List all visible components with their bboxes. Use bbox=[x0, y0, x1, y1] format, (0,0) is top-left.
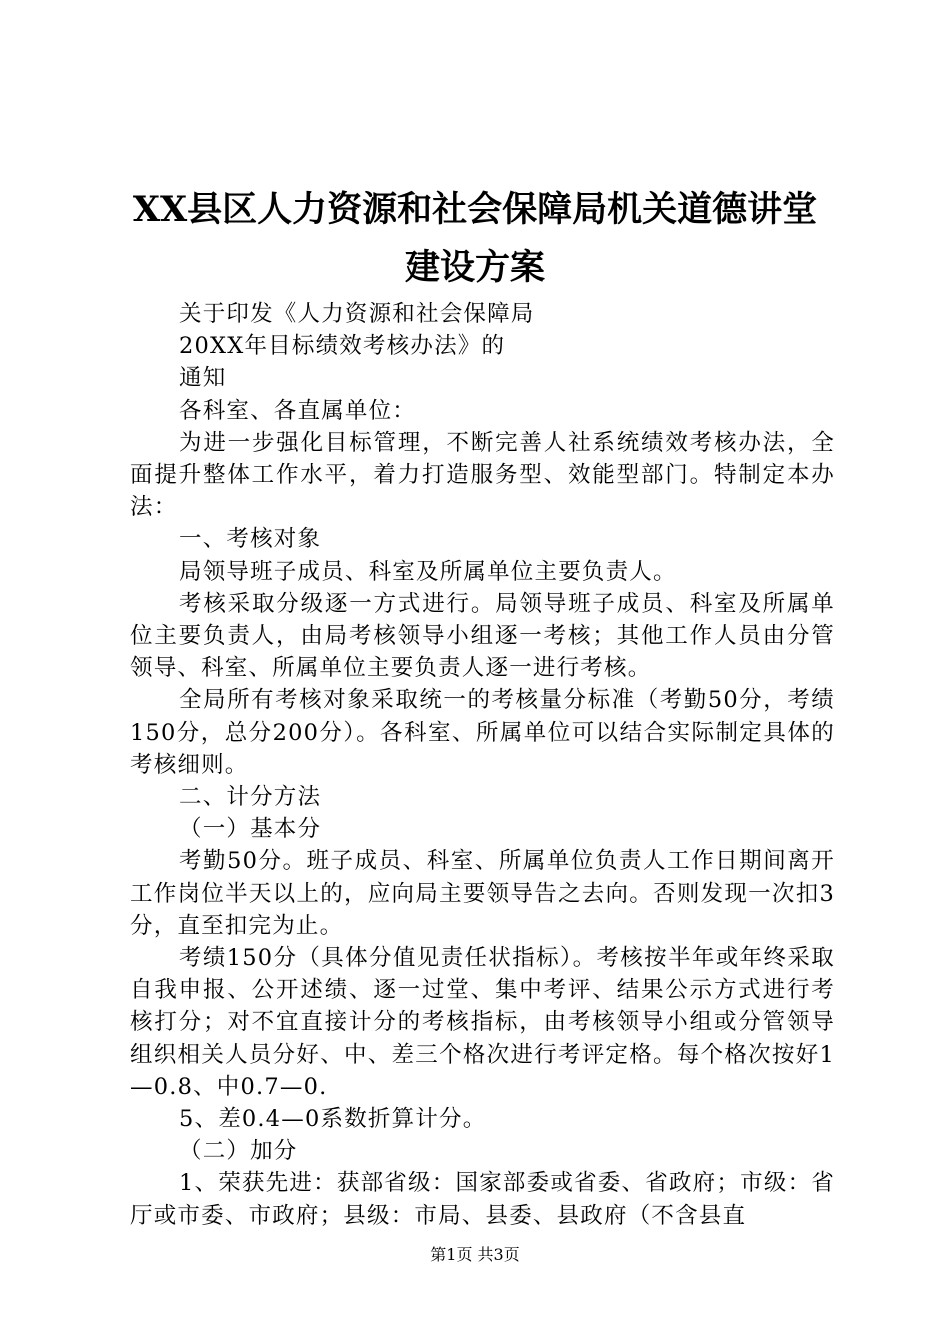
paragraph: 1、荣获先进：获部省级：国家部委或省委、省政府；市级：省厅或市委、市政府；县级：市局、县委、县政府（不含县直 bbox=[130, 1170, 835, 1229]
paragraph: （一）基本分 bbox=[179, 816, 322, 843]
document-title-line-1: XX县区人力资源和社会保障局机关道德讲堂 bbox=[132, 189, 818, 230]
paragraph: 局领导班子成员、科室及所属单位主要负责人。 bbox=[179, 558, 677, 585]
paragraph: 各科室、各直属单位： bbox=[179, 397, 417, 424]
paragraph: 考核采取分级逐一方式进行。局领导班子成员、科室及所属单位主要负责人，由局考核领导小组逐一考核；其他工作人员由分管领导、科室、所属单位主要负责人逐一进行考核。 bbox=[130, 590, 835, 682]
paragraph: 考绩150分（具体分值见责任状指标）。考核按半年或年终采取自我申报、公开述绩、逐一过堂、集中考评、结果公示方式进行考核打分；对不宜直接计分的考核指标，由考核领导小组或分管领导组织相关人员分好、中、差三个格次进行考评定格。每个格次按好1—0.8、中0.7—0. bbox=[130, 945, 835, 1100]
paragraph: 考勤50分。班子成员、科室、所属单位负责人工作日期间离开工作岗位半天以上的，应向局主要领导告之去向。否则发现一次扣3分，直至扣完为止。 bbox=[130, 848, 835, 939]
paragraph: 5、差0.4—0系数折算计分。 bbox=[179, 1106, 487, 1133]
document-title-line-2: 建设方案 bbox=[404, 247, 545, 288]
page-number-footer: 第1页 共3页 bbox=[430, 1245, 520, 1264]
paragraph: 20XX年目标绩效考核办法》的 bbox=[179, 333, 506, 360]
document-body bbox=[130, 298, 835, 1232]
paragraph: （二）加分 bbox=[179, 1138, 298, 1165]
paragraph: 关于印发《人力资源和社会保障局 bbox=[179, 301, 535, 327]
paragraph: 一、考核对象 bbox=[179, 526, 322, 553]
paragraph: 全局所有考核对象采取统一的考核量分标准（考勤50分，考绩150分，总分200分）。各科室、所属单位可以结合实际制定具体的考核细则。 bbox=[130, 687, 835, 778]
paragraph: 通知 bbox=[179, 365, 227, 392]
paragraph: 二、计分方法 bbox=[179, 784, 322, 811]
paragraph: 为进一步强化目标管理，不断完善人社系统绩效考核办法，全面提升整体工作水平，着力打造服务型、效能型部门。特制定本办法： bbox=[130, 429, 835, 521]
